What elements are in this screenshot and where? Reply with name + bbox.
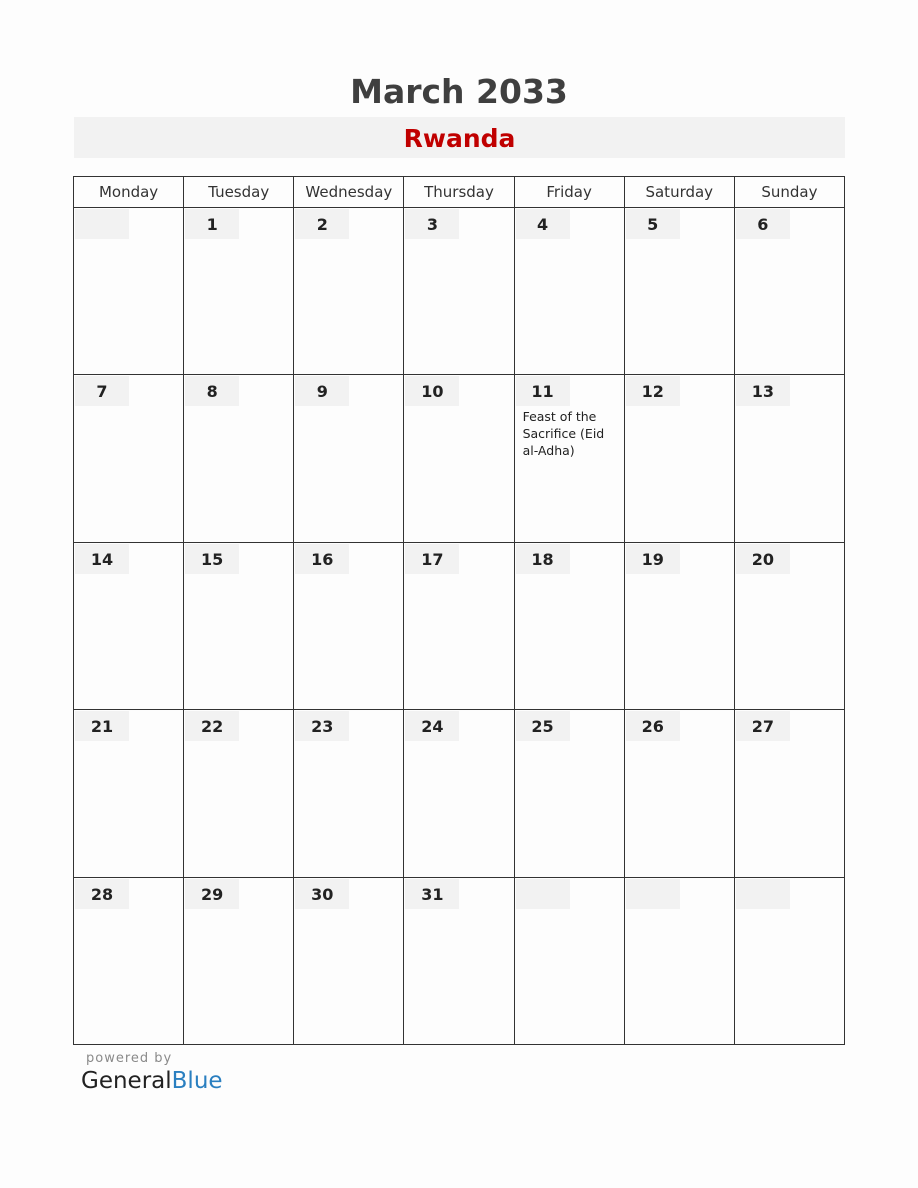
day-cell — [514, 710, 624, 877]
day-number: 14 — [75, 544, 129, 574]
week-row — [74, 877, 845, 1044]
day-number: 24 — [405, 711, 459, 741]
weekday-wednesday: Wednesday — [294, 177, 404, 208]
day-number: 4 — [516, 209, 570, 239]
day-cell — [294, 710, 404, 877]
day-number: 12 — [626, 376, 680, 406]
day-number: 20 — [736, 544, 790, 574]
day-cell — [514, 542, 624, 709]
weekday-header-row — [74, 177, 845, 208]
day-number: 27 — [736, 711, 790, 741]
weekday-monday: Monday — [74, 177, 184, 208]
day-number: 23 — [295, 711, 349, 741]
week-row — [74, 542, 845, 709]
day-cell — [624, 877, 734, 1044]
generalblue-logo[interactable] — [81, 1068, 223, 1094]
day-cell — [184, 877, 294, 1044]
day-cell — [404, 375, 514, 542]
day-number: 25 — [516, 711, 570, 741]
day-number: 8 — [185, 376, 239, 406]
day-cell — [514, 877, 624, 1044]
day-number — [516, 879, 570, 909]
day-cell — [734, 208, 844, 375]
day-number: 13 — [736, 376, 790, 406]
weekday-tuesday: Tuesday — [184, 177, 294, 208]
day-number: 3 — [405, 209, 459, 239]
day-number: 1 — [185, 209, 239, 239]
powered-by-text: powered by — [86, 1051, 173, 1066]
weekday-sunday: Sunday — [734, 177, 844, 208]
country-banner: Rwanda — [74, 117, 845, 158]
day-number: 10 — [405, 376, 459, 406]
day-number — [75, 209, 129, 239]
day-number: 15 — [185, 544, 239, 574]
day-cell — [514, 375, 624, 542]
day-cell — [184, 542, 294, 709]
day-number — [626, 879, 680, 909]
day-number: 29 — [185, 879, 239, 909]
day-cell — [74, 542, 184, 709]
day-cell — [624, 375, 734, 542]
day-cell — [624, 208, 734, 375]
weekday-saturday: Saturday — [624, 177, 734, 208]
day-cell — [74, 710, 184, 877]
day-cell — [404, 542, 514, 709]
day-cell — [294, 208, 404, 375]
day-cell — [734, 542, 844, 709]
day-number: 17 — [405, 544, 459, 574]
day-cell — [734, 710, 844, 877]
day-number: 21 — [75, 711, 129, 741]
day-cell — [624, 710, 734, 877]
day-number: 2 — [295, 209, 349, 239]
day-number: 5 — [626, 209, 680, 239]
weekday-friday: Friday — [514, 177, 624, 208]
day-cell — [514, 208, 624, 375]
day-cell — [184, 208, 294, 375]
day-cell — [184, 710, 294, 877]
day-number: 9 — [295, 376, 349, 406]
brand-general-text: General — [81, 1068, 172, 1094]
week-row — [74, 375, 845, 542]
day-number: 22 — [185, 711, 239, 741]
day-cell — [404, 877, 514, 1044]
day-cell — [734, 877, 844, 1044]
day-number: 7 — [75, 376, 129, 406]
day-cell — [74, 877, 184, 1044]
day-cell — [624, 542, 734, 709]
day-number: 18 — [516, 544, 570, 574]
day-number — [736, 879, 790, 909]
day-number: 16 — [295, 544, 349, 574]
day-cell — [294, 542, 404, 709]
day-cell — [404, 208, 514, 375]
month-calendar — [73, 176, 845, 1045]
weekday-thursday: Thursday — [404, 177, 514, 208]
day-number: 26 — [626, 711, 680, 741]
day-number: 11 — [516, 376, 570, 406]
week-row — [74, 710, 845, 877]
day-cell — [734, 375, 844, 542]
day-cell — [294, 877, 404, 1044]
day-cell — [74, 375, 184, 542]
day-cell — [74, 208, 184, 375]
day-number: 28 — [75, 879, 129, 909]
week-row — [74, 208, 845, 375]
day-cell — [184, 375, 294, 542]
day-cell — [294, 375, 404, 542]
day-number: 31 — [405, 879, 459, 909]
day-number: 30 — [295, 879, 349, 909]
day-number: 19 — [626, 544, 680, 574]
brand-blue-text: Blue — [171, 1068, 223, 1094]
calendar-title: March 2033 — [350, 72, 568, 111]
holiday-event: Feast of the Sacrifice (Eid al-Adha) — [522, 409, 605, 459]
day-number: 6 — [736, 209, 790, 239]
day-cell — [404, 710, 514, 877]
